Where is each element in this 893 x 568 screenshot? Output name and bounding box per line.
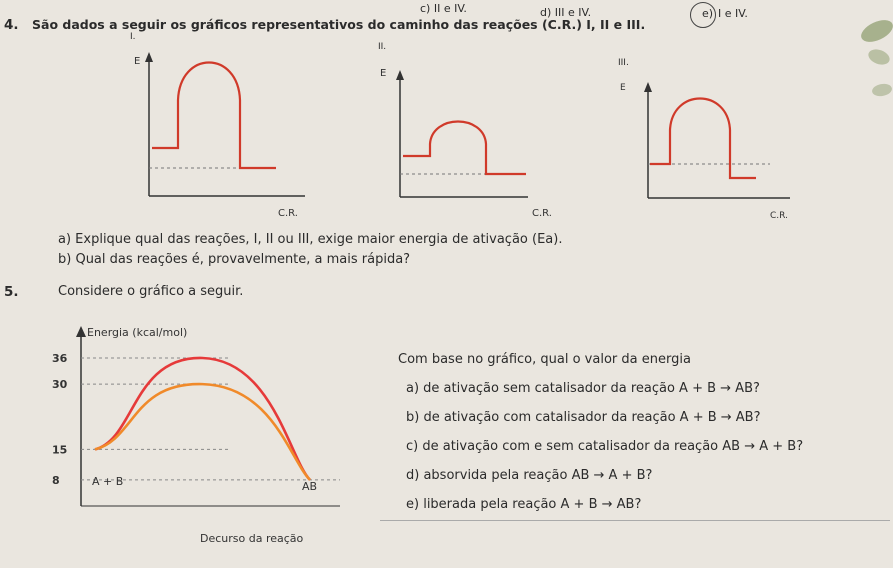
energy-curve-1 [95, 358, 310, 480]
graph-1-axis-x-label: C.R. [278, 208, 298, 219]
leaf-decoration [858, 16, 893, 47]
graph-1 [120, 40, 320, 220]
graph-1-label: I. [130, 32, 136, 42]
graph-3-label: III. [618, 58, 629, 68]
y-tick-label: 36 [52, 352, 68, 365]
question-4-item-b: b) Qual das reações é, provavelmente, a mais rápida? [58, 252, 411, 267]
question-4-text: São dados a seguir os gráficos representativos do caminho das reações (C.R.) I, II e III. [32, 17, 646, 32]
annotation-product: AB [302, 480, 318, 493]
page-divider [380, 520, 890, 521]
leaf-decoration [871, 82, 893, 97]
energy-curve-2 [95, 384, 310, 480]
question-4-number: 4. [4, 17, 19, 33]
question-5-item-b: b) de ativação com catalisador da reação A + B → AB? [406, 410, 761, 425]
graph-2-label: II. [378, 42, 387, 52]
y-tick-label: 15 [52, 443, 68, 457]
option-e-text: I e IV. [718, 7, 748, 20]
option-d: d) III e IV. [540, 6, 592, 19]
question-5-item-c: c) de ativação com e sem catalisador da reação AB → A + B? [406, 439, 804, 454]
question-5-intro: Com base no gráfico, qual o valor da energia [398, 352, 691, 367]
graph-2 [360, 52, 560, 222]
question-5-number: 5. [4, 284, 19, 300]
leaf-decoration [866, 47, 891, 68]
option-e-letter: e) [702, 7, 714, 20]
graph-3-axis-x-label: C.R. [770, 211, 788, 220]
graph-3 [610, 70, 810, 220]
energy-chart [40, 318, 380, 550]
y-tick-label: 30 [52, 378, 68, 392]
graph-3-axis-y-label: E [620, 83, 626, 93]
graph-2-axis-x-label: C.R. [532, 208, 552, 219]
question-5-item-d: d) absorvida pela reação AB → A + B? [406, 468, 653, 483]
option-c: c) II e IV. [420, 2, 467, 15]
question-5-item-a: a) de ativação sem catalisador da reação A + B → AB? [406, 381, 760, 396]
x-axis-label: Decurso da reação [200, 532, 304, 545]
y-tick-label: 8 [52, 473, 60, 487]
question-5-text: Considere o gráfico a seguir. [58, 284, 244, 299]
y-axis-label: Energia (kcal/mol) [87, 326, 188, 339]
graph-1-axis-y-label: E [134, 56, 141, 67]
question-5-item-e: e) liberada pela reação A + B → AB? [406, 497, 642, 512]
graph-2-axis-y-label: E [380, 68, 387, 79]
question-4-item-a: a) Explique qual das reações, I, II ou III, exige maior energia de ativação (Ea). [58, 232, 563, 247]
annotation-reactants: A + B [92, 475, 124, 488]
